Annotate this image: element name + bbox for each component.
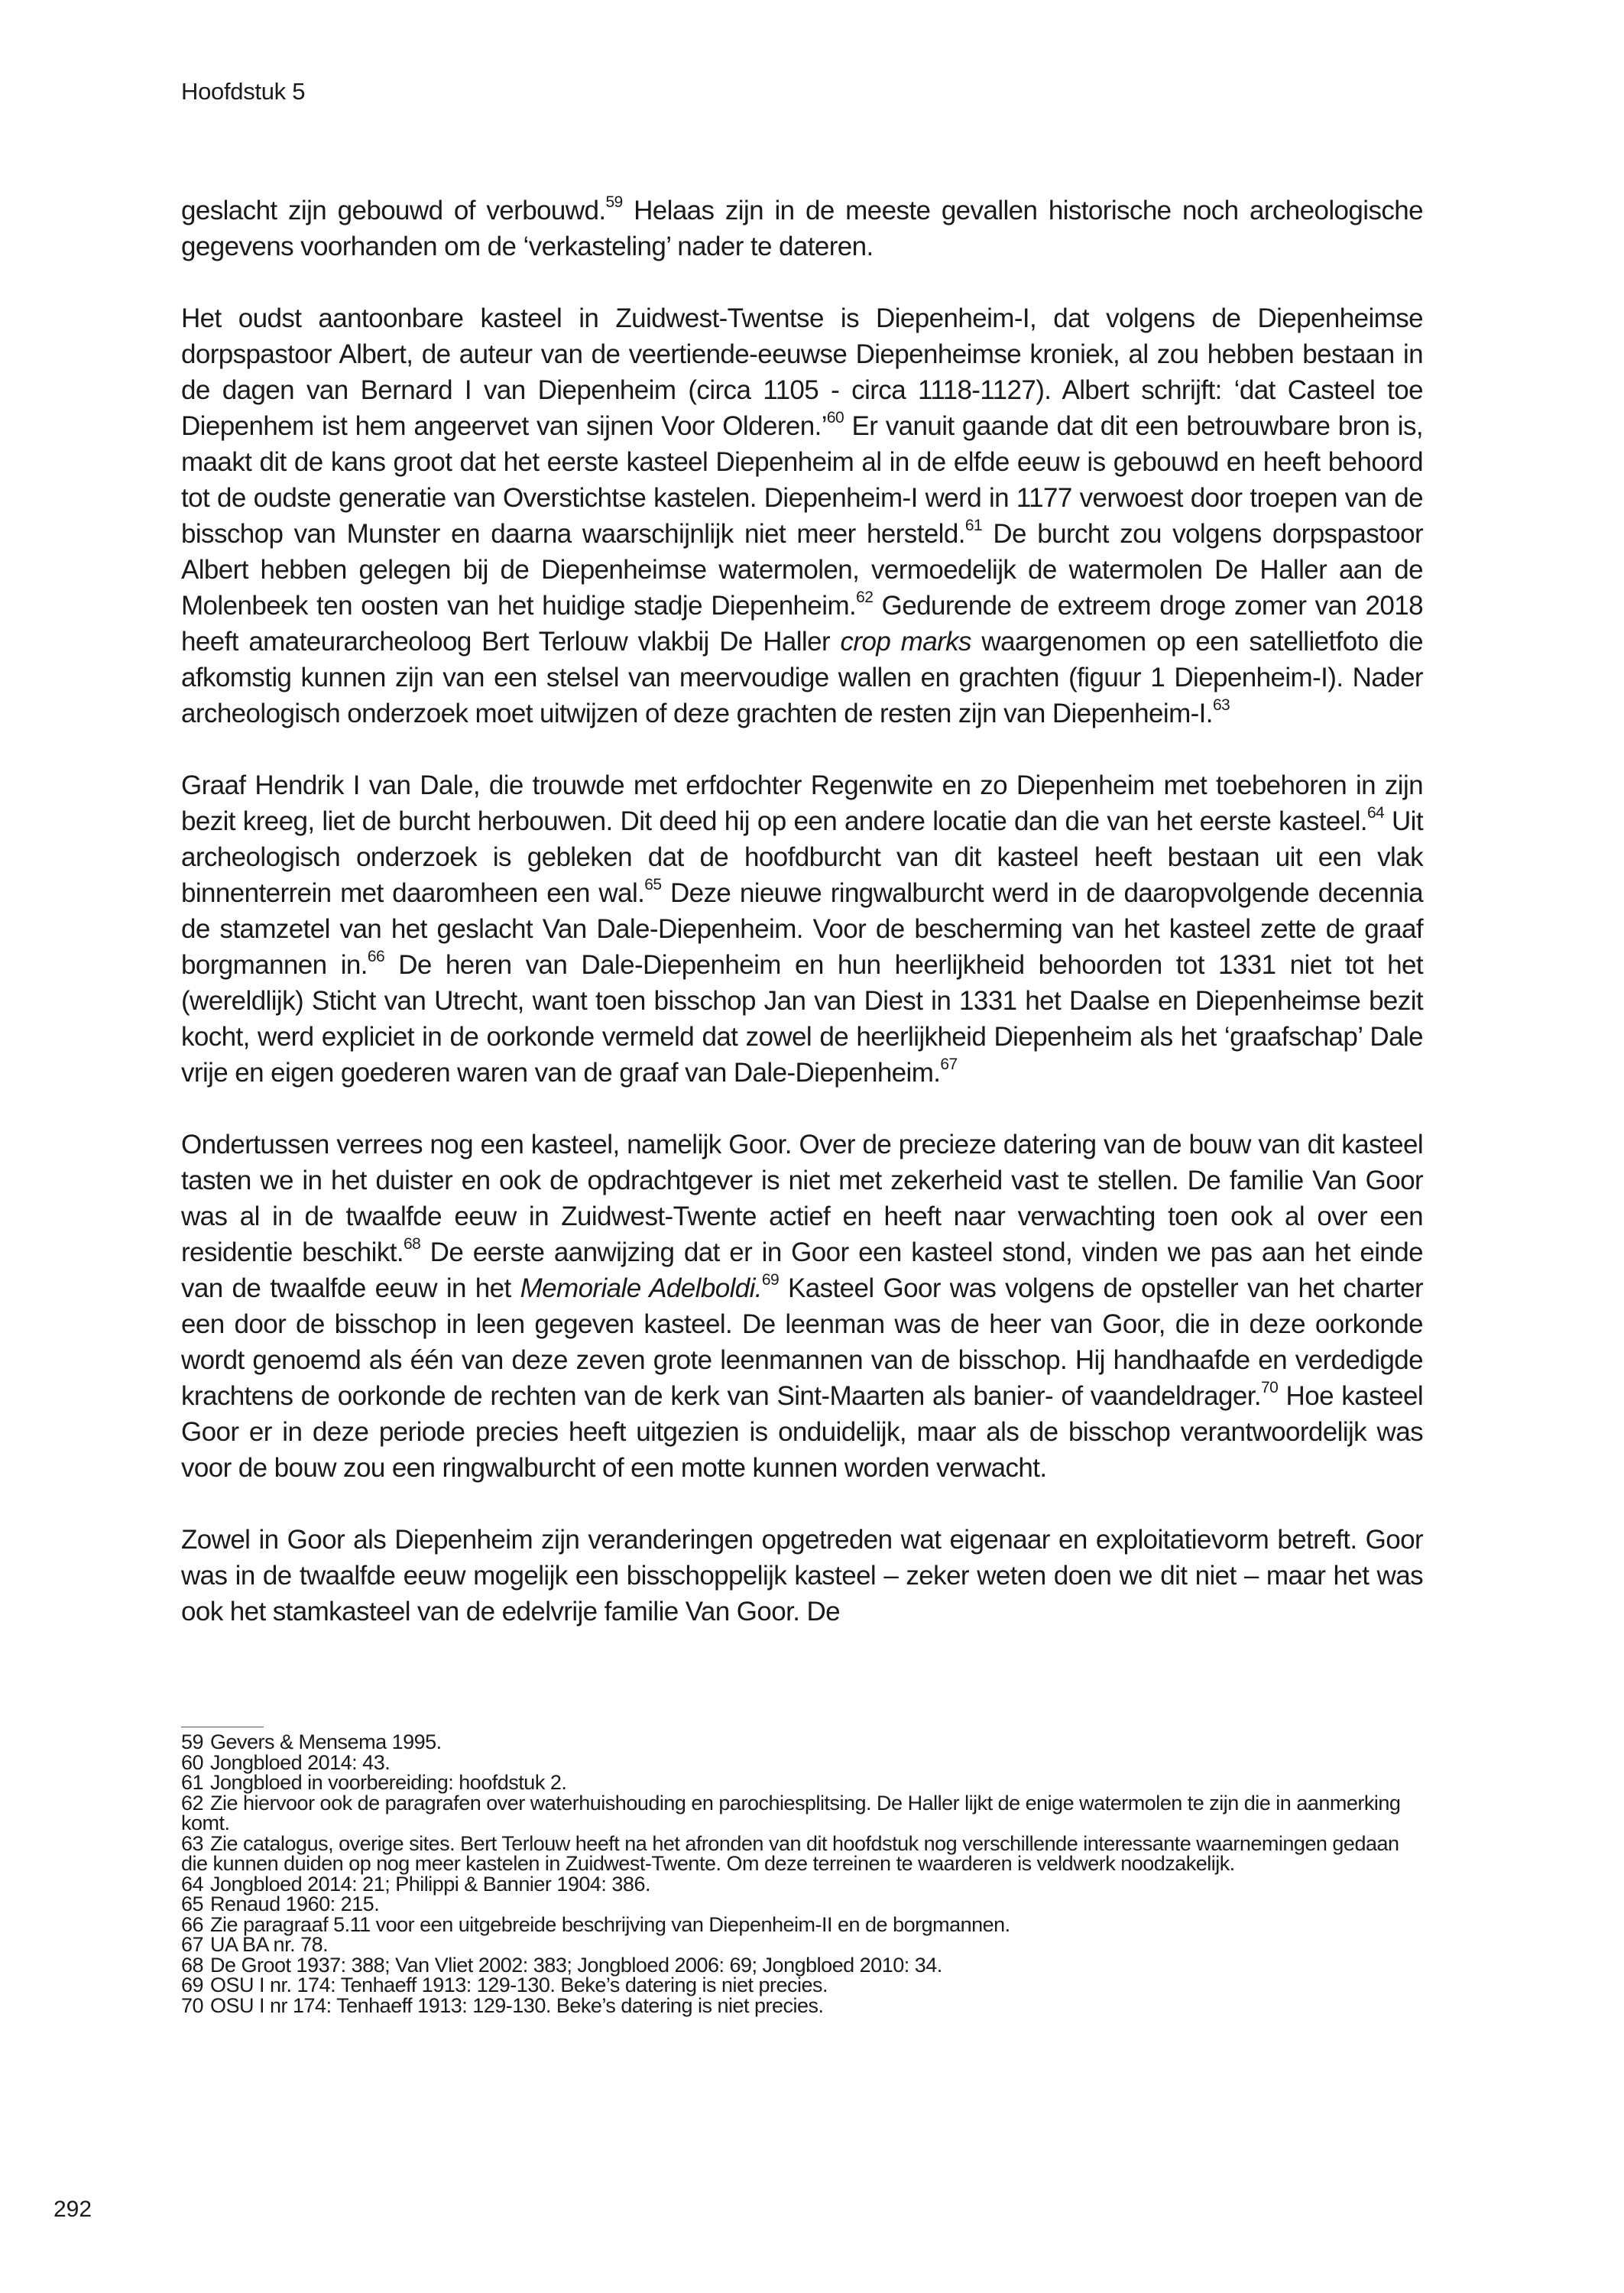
footnote-text: Jongbloed 2014: 21; Philippi & Bannier 1904: 386. bbox=[210, 1872, 650, 1896]
footnote-number: 70 bbox=[181, 1993, 204, 2017]
footnote bbox=[181, 1955, 1423, 1976]
paragraph: Ondertussen verrees nog een kasteel, namelijk Goor. Over de precieze datering van de bouw van dit kasteel tasten we in het duister en ook de opdrachtgever is niet met zekerheid vast te stellen. De familie Van Goor was al in de twaalfde eeuw in Zuidwest-Twente actief en heeft naar verwachting toen ook al over een residentie beschikt.$^{68}$ De eerste aanwijzing dat er in Goor een kasteel stond, vinden we pas aan het einde van de twaalfde eeuw in het Memoriale Adelboldi.$^{69}$ Kasteel Goor was volgens de opsteller van het charter een door de bisschop in leen gegeven kasteel. De leenman was de heer van Goor, die in deze oorkonde wordt genoemd als één van deze zeven grote leenmannen van de bisschop. Hij handhaafde en verdedigde krachtens de oorkonde de rechten van de kerk van Sint-Maarten als banier- of vaandeldrager.$^{70}$ Hoe kasteel Goor er in deze periode precies heeft uitgezien is onduidelijk, maar als de bisschop verantwoordelijk was voor de bouw zou een ringwalburcht of een motte kunnen worden verwacht. bbox=[181, 1130, 1423, 1483]
footnote bbox=[181, 1793, 1423, 1834]
footnote-number: 64 bbox=[181, 1872, 204, 1896]
footnote-number: 68 bbox=[181, 1953, 204, 1977]
running-head: Hoofdstuk 5 bbox=[181, 78, 306, 105]
footnote-reference[interactable]: 60 bbox=[826, 409, 844, 427]
footnote bbox=[181, 1831, 1423, 1875]
footnote bbox=[181, 1993, 1423, 2017]
footnote bbox=[181, 1750, 1423, 1774]
footnote-number: 60 bbox=[181, 1750, 204, 1774]
footnote bbox=[181, 1975, 1423, 1996]
italic-term: Memoriale Adelboldi. bbox=[520, 1273, 762, 1303]
footnote-text: OSU I nr. 174: Tenhaeff 1913: 129-130. Beke’s datering is niet precies. bbox=[210, 1974, 828, 1996]
paragraph: Zowel in Goor als Diepenheim zijn veranderingen opgetreden wat eigenaar en exploitatievorm betreft. Goor was in de twaalfde eeuw mogelijk een bisschoppelijk kasteel – zeker weten doen we dit niet – maar het was ook het stamkasteel van de edelvrije familie Van Goor. De bbox=[181, 1525, 1423, 1627]
footnote-text: Zie catalogus, overige sites. Bert Terlouw heeft na het afronden van dit hoofdstuk nog verschillende interessante waarnemingen gedaan die kunnen duiden op nog meer kastelen in Zuidwest-Twente. Om deze terreinen te waarderen is veldwerk noodzakelijk. bbox=[181, 1831, 1399, 1875]
footnote-number: 63 bbox=[181, 1831, 204, 1855]
footnote-number: 65 bbox=[181, 1892, 204, 1915]
footnote bbox=[181, 1912, 1423, 1936]
paragraph: geslacht zijn gebouwd of verbouwd.$^{59}$ Helaas zijn in de meeste gevallen historische noch archeologische gegevens voorhanden om de ‘verkasteling’ nader te dateren. bbox=[181, 193, 1423, 261]
italic-term: crop marks bbox=[840, 627, 971, 657]
footnote-number: 59 bbox=[181, 1730, 204, 1753]
footnote-reference[interactable]: 62 bbox=[856, 589, 874, 607]
footnote-text: Gevers & Mensema 1995. bbox=[210, 1730, 442, 1753]
footnote-text: Zie paragraaf 5.11 voor een uitgebreide beschrijving van Diepenheim-II en de borgmannen. bbox=[210, 1912, 1010, 1936]
footnote-number: 67 bbox=[181, 1933, 204, 1956]
footnote bbox=[181, 1772, 1423, 1793]
footnote-text: OSU I nr 174: Tenhaeff 1913: 129-130. Beke’s datering is niet precies. bbox=[210, 1993, 824, 2017]
footnote-reference[interactable]: 68 bbox=[404, 1235, 421, 1254]
footnote-number: 61 bbox=[181, 1771, 204, 1794]
body-text bbox=[181, 193, 1423, 1630]
footnote-reference[interactable]: 61 bbox=[964, 517, 983, 535]
footnote-reference[interactable]: 66 bbox=[367, 948, 385, 966]
footnote-text: UA BA nr. 78. bbox=[210, 1933, 329, 1956]
footnote-number: 69 bbox=[181, 1974, 204, 1996]
footnote-reference[interactable]: 59 bbox=[605, 193, 623, 212]
footnote-reference[interactable]: 63 bbox=[1212, 696, 1230, 715]
footnote-reference[interactable]: 64 bbox=[1366, 804, 1385, 822]
page-number: 292 bbox=[53, 2197, 92, 2222]
footnote-text: Zie hiervoor ook de paragrafen over waterhuishouding en parochiesplitsing. De Haller lijkt de enige watermolen te zijn die in aanmerking komt. bbox=[181, 1791, 1401, 1834]
footnote-number: 66 bbox=[181, 1912, 204, 1936]
footnote bbox=[181, 1874, 1423, 1895]
footnote-reference[interactable]: 65 bbox=[644, 876, 662, 894]
footnote-reference[interactable]: 67 bbox=[940, 1056, 958, 1074]
footnote-reference[interactable]: 69 bbox=[761, 1271, 780, 1289]
footnote bbox=[181, 1732, 1423, 1753]
footnotes bbox=[181, 1732, 1423, 2016]
footnote-number: 62 bbox=[181, 1791, 204, 1815]
footnote-text: Jongbloed in voorbereiding: hoofdstuk 2. bbox=[210, 1771, 567, 1794]
footnote-reference[interactable]: 70 bbox=[1260, 1379, 1279, 1397]
paragraph: Het oudst aantoonbare kasteel in Zuidwest-Twentse is Diepenheim-I, dat volgens de Diepenheimse dorpspastoor Albert, de auteur van de veertiende-eeuwse Diepenheimse kroniek, al zou hebben bestaan in de dagen van Bernard I van Diepenheim (circa 1105 - circa 1118-1127). Albert schrijft: ‘dat Casteel toe Diepenhem ist hem angeervet van sijnen Voor Olderen.’$^{60}$ Er vanuit gaande dat dit een betrouwbare bron is, maakt dit de kans groot dat het eerste kasteel Diepenheim al in de elfde eeuw is gebouwd en heeft behoord tot de oudste generatie van Overstichtse kastelen. Diepenheim-I werd in 1177 verwoest door troepen van de bisschop van Munster en daarna waarschijnlijk niet meer hersteld.$^{61}$ De burcht zou volgens dorpspastoor Albert hebben gelegen bij de Diepenheimse watermolen, vermoedelijk de watermolen De Haller aan de Molenbeek ten oosten van het huidige stadje Diepenheim.$^{62}$ Gedurende de extreem droge zomer van 2018 heeft amateurarcheoloog Bert Terlouw vlakbij De Haller crop marks waargenomen op een satellietfoto die afkomstig kunnen zijn van een stelsel van meervoudige wallen en grachten (figuur 1 Diepenheim-I). Nader archeologisch onderzoek moet uitwijzen of deze grachten de resten zijn van Diepenheim-I.$^{63}$ bbox=[181, 303, 1424, 728]
footnote bbox=[181, 1935, 1423, 1955]
footnote bbox=[181, 1894, 1423, 1915]
footnote-text: Jongbloed 2014: 43. bbox=[210, 1750, 391, 1774]
paragraph: Graaf Hendrik I van Dale, die trouwde met erfdochter Regenwite en zo Diepenheim met toebehoren in zijn bezit kreeg, liet de burcht herbouwen. Dit deed hij op een andere locatie dan die van het eerste kasteel.$^{64}$ Uit archeologisch onderzoek is gebleken dat de hoofdburcht van dit kasteel heeft bestaan uit een vlak binnenterrein met daaromheen een wal.$^{65}$ Deze nieuwe ringwalburcht werd in de daaropvolgende decennia de stamzetel van het geslacht Van Dale-Diepenheim. Voor de bescherming van het kasteel zette de graaf borgmannen in.$^{66}$ De heren van Dale-Diepenheim en hun heerlijkheid behoorden tot 1331 niet tot het (wereldlijk) Sticht van Utrecht, want toen bisschop Jan van Diest in 1331 het Daalse en Diepenheimse bezit kocht, werd expliciet in de oorkonde vermeld dat zowel de heerlijkheid Diepenheim als het ‘graafschap’ Dale vrije en eigen goederen waren van de graaf van Dale-Diepenheim.$^{67}$ bbox=[181, 770, 1423, 1088]
footnote-text: Renaud 1960: 215. bbox=[210, 1892, 380, 1915]
footnote-text: De Groot 1937: 388; Van Vliet 2002: 383; Jongbloed 2006: 69; Jongbloed 2010: 34. bbox=[210, 1953, 942, 1977]
